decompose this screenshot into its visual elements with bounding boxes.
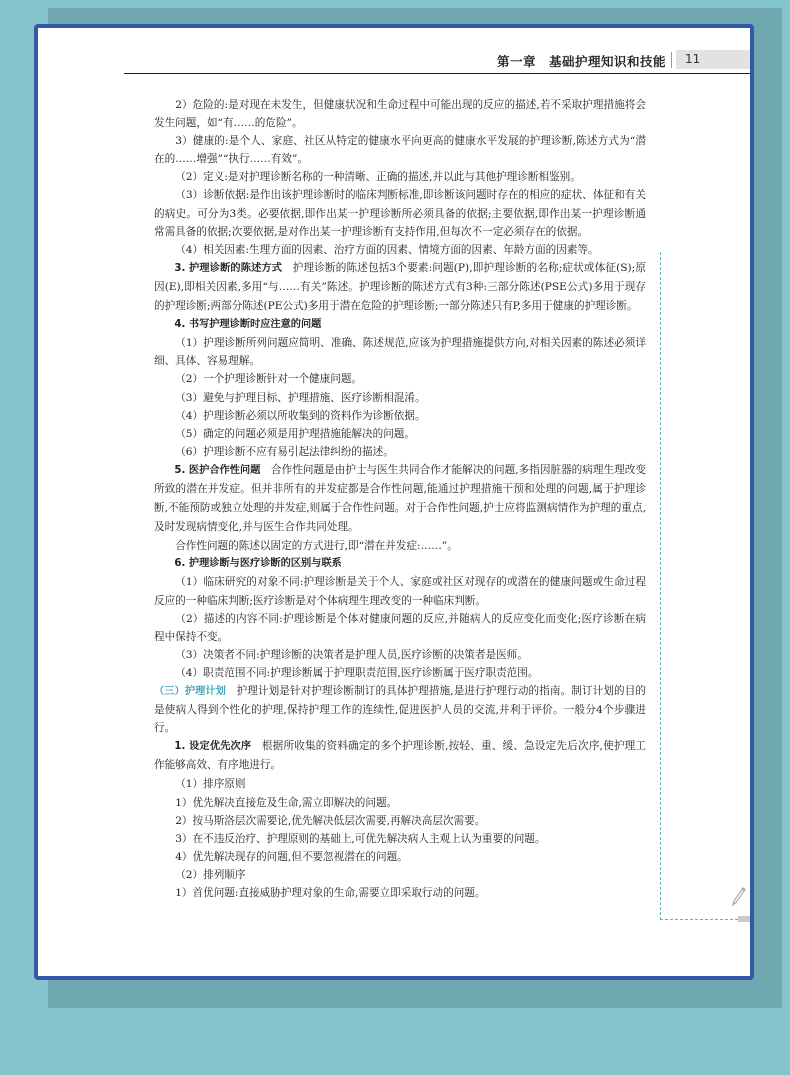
chapter-title: 第一章 基础护理知识和技能: [496, 54, 666, 69]
paragraph: （3）决策者不同:护理诊断的决策者是护理人员,医疗诊断的决策者是医师。: [175, 648, 528, 661]
paragraph: （3）诊断依据:是作出该护理诊断时的临床判断标准,即诊断该问题时存在的相应的症状、体征和有关的病史。可分为3类。必要依据,即作出某一护理诊断所必须具备的依据;主要依据,即作出某一护理诊断通常需具备的依据;次要依据,是对作出某一护理诊断有支持作用,但每次不一定必须存在的依据。: [154, 189, 646, 238]
heading-title: 4. 书写护理诊断时应注意的问题: [174, 319, 322, 331]
section-heading: （三）护理计划: [154, 686, 226, 697]
notes-margin-box: [660, 252, 754, 920]
paragraph: （4）相关因素:生理方面的因素、治疗方面的因素、情境方面的因素、年龄方面的因素等。: [175, 243, 599, 256]
paragraph: （3）避免与护理目标、护理措施、医疗诊断相混淆。: [175, 391, 426, 404]
paragraph: （1）临床研究的对象不同:护理诊断是关于个人、家庭或社区对现存的或潜在的健康问题或生命过程反应的一种临床判断;医疗诊断是对个体病理生理改变的一种临床判断。: [154, 576, 646, 607]
paragraph: 1）优先解决直接危及生命,需立即解决的问题。: [175, 796, 398, 809]
paragraph: 1）首优问题:直接威胁护理对象的生命,需要立即采取行动的问题。: [175, 887, 486, 900]
paragraph: 3）在不违反治疗、护理原则的基础上,可优先解决病人主观上认为重要的问题。: [175, 832, 546, 845]
numbered-heading-paragraph: [154, 461, 646, 537]
paragraph: 3）健康的:是个人、家庭、社区从特定的健康水平向更高的健康水平发展的护理诊断,陈述方式为“潜在的……增强”“执行……有效”。: [154, 135, 646, 166]
numbered-heading-paragraph: [154, 316, 646, 334]
page-number: 11: [676, 50, 750, 69]
paragraph: 合作性问题的陈述以固定的方式进行,即“潜在并发症:……”。: [175, 540, 458, 553]
paragraph: （2）定义:是对护理诊断名称的一种清晰、正确的描述,并以此与其他护理诊断相鉴别。: [175, 171, 581, 184]
paragraph: 4）优先解决现存的问题,但不要忽视潜在的问题。: [175, 850, 408, 863]
heading-body: 根据所收集的资料确定的多个护理诊断,按轻、重、缓、急设定先后次序,使护理工作能够高效、有序地进行。: [154, 740, 646, 772]
page-number-separator: [671, 52, 672, 68]
paragraph: （2）排列顺序: [175, 868, 246, 881]
heading-body: 护理诊断的陈述包括3个要素:问题(P),即护理诊断的名称;症状或体征(S);原因(E),即相关因素,多用“与……有关”陈述。护理诊断的陈述方式有3种:三部分陈述(PSE公式)多用于现存的护理诊断;两部分陈述(PE公式)多用于潜在危险的护理诊断;一部分陈述只有P,多用于健康的护理诊断。: [154, 261, 646, 313]
numbered-heading-paragraph: [154, 555, 646, 573]
book-page: [34, 24, 754, 980]
paragraph: （2）一个护理诊断针对一个健康问题。: [175, 373, 363, 386]
numbered-heading-paragraph: [154, 737, 646, 775]
heading-body: 合作性问题是由护士与医生共同合作才能解决的问题,多指因脏器的病理生理改变所致的潜在并发症。但并非所有的并发症都是合作性问题,能通过护理措施干预和处理的问题,属于护理诊断,不能预防或独立处理的并发症,则属于合作性问题。对于合作性问题,护士应将监测病情作为护理的重点,及时发现病情变化,并与医生合作共同处理。: [154, 463, 646, 534]
paragraph: （5）确定的问题必须是用护理措施能解决的问题。: [175, 427, 415, 440]
heading-title: 5. 医护合作性问题: [174, 464, 261, 476]
paragraph: （4）护理诊断必须以所收集到的资料作为诊断依据。: [175, 409, 426, 422]
paragraph: （4）职责范围不同:护理诊断属于护理职责范围,医疗诊断属于医疗职责范围。: [175, 666, 539, 679]
numbered-heading-paragraph: [154, 259, 646, 316]
paragraph: 2）按马斯洛层次需要论,优先解决低层次需要,再解决高层次需要。: [175, 814, 486, 827]
margin-strip: [738, 916, 754, 922]
paragraph: （1）排序原则: [175, 778, 246, 791]
heading-title: 1. 设定优先次序: [174, 741, 252, 753]
header-rule: [124, 73, 750, 74]
paragraph: （6）护理诊断不应有易引起法律纠纷的描述。: [175, 445, 394, 458]
paragraph: （2）描述的内容不同:护理诊断是个体对健康问题的反应,并随病人的反应变化而变化;医疗诊断在病程中保持不变。: [154, 612, 646, 643]
paragraph: （1）护理诊断所列问题应简明、准确、陈述规范,应该为护理措施提供方向,对相关因素的陈述必须详细、具体、容易理解。: [154, 337, 646, 368]
section-heading-paragraph: [154, 682, 646, 737]
heading-title: 3. 护理诊断的陈述方式: [174, 262, 283, 274]
body-text: [154, 96, 646, 902]
pencil-icon: [730, 884, 748, 906]
paragraph: 2）危险的:是对现在未发生，但健康状况和生命过程中可能出现的反应的描述,若不采取护理措施将会发生问题，如“有……的危险”。: [154, 99, 646, 130]
running-header: [38, 48, 750, 74]
heading-title: 6. 护理诊断与医疗诊断的区别与联系: [174, 558, 342, 570]
section-body: 护理计划是针对护理诊断制订的具体护理措施,是进行护理行动的指南。制订计划的目的是使病人得到个性化的护理,保持护理工作的连续性,促进医护人员的交流,并利于评价。一般分4个步骤进行。: [154, 685, 646, 735]
